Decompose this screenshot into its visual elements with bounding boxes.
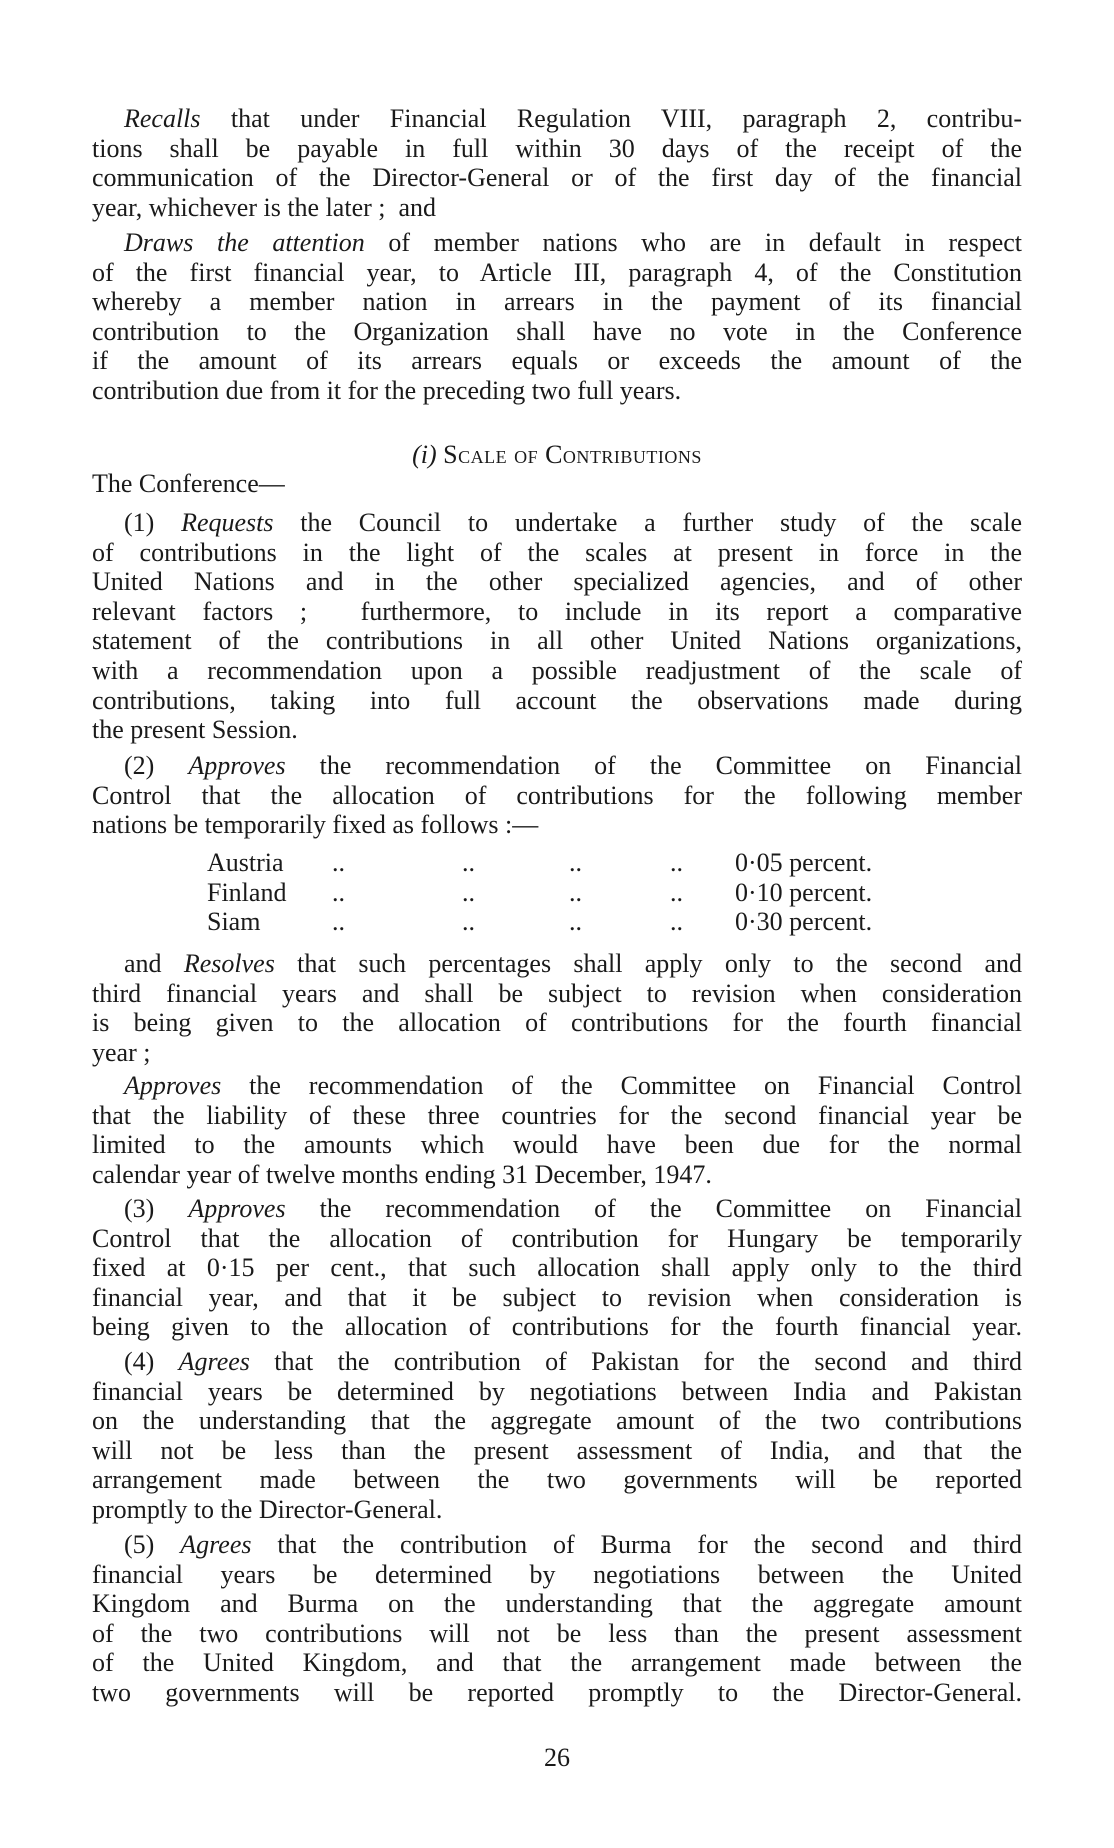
italic-keyword: Approves xyxy=(188,751,286,780)
leader-dots: .. xyxy=(670,907,683,937)
line-text: that the contribution of Pakistan for the second and third xyxy=(249,1347,1022,1376)
line-text: financial years be determined by negotiations between India and Pakistan xyxy=(92,1376,1022,1406)
line-text: of contributions in the light of the scales at present in force in the xyxy=(92,537,1022,567)
paragraph-requests xyxy=(92,508,1022,745)
country-name: Austria xyxy=(207,848,284,877)
text-line xyxy=(92,376,1022,406)
line-text: nations be temporarily fixed as follows :— xyxy=(92,810,539,840)
text-line xyxy=(92,751,1022,781)
line-text: statement of the contributions in all other United Nations organizations, xyxy=(92,626,1022,656)
line-text: of the first financial year, to Article III, paragraph 4, of the Constitution xyxy=(92,257,1022,287)
text-line xyxy=(92,1071,1022,1101)
text-line xyxy=(92,1465,1022,1495)
text-line xyxy=(92,193,1022,223)
text-line xyxy=(92,1406,1022,1436)
allocation-value: 0·30 percent. xyxy=(735,907,873,937)
page-number: 26 xyxy=(544,1743,570,1772)
paragraph-agrees-4 xyxy=(92,1347,1022,1525)
text-line xyxy=(92,1038,1022,1068)
text-line xyxy=(92,1101,1022,1131)
leader-dots: .. xyxy=(569,877,582,907)
conference-intro: The Conference— xyxy=(92,469,285,498)
italic-keyword: Approves xyxy=(124,1071,222,1100)
leader-dots: .. xyxy=(462,848,475,877)
text-line xyxy=(92,1194,1022,1224)
leader-dots: .. xyxy=(569,848,582,877)
paragraph-prefix: (3) xyxy=(124,1194,189,1223)
line-text: that the contribution of Burma for the second and third xyxy=(251,1530,1022,1559)
line-text: year ; xyxy=(92,1037,151,1067)
text-line xyxy=(92,1312,1022,1342)
line-text: if the amount of its arrears equals or exceeds the amount of the xyxy=(92,346,1022,376)
text-line xyxy=(92,228,1022,258)
paragraph-resolves xyxy=(92,949,1022,1067)
italic-keyword: Requests xyxy=(181,508,274,537)
line-text: financial years be determined by negotiations between the United xyxy=(92,1559,1022,1589)
line-text: the recommendation of the Committee on Financial xyxy=(285,751,1022,780)
line-text: is being given to the allocation of contributions for the fourth financial xyxy=(92,1008,1022,1038)
country-name: Finland xyxy=(207,877,287,907)
line-text: with a recommendation upon a possible readjustment of the scale of xyxy=(92,655,1022,685)
leader-dots: .. xyxy=(462,907,475,937)
paragraph-approves-2 xyxy=(92,751,1022,840)
italic-keyword: Approves xyxy=(188,1194,286,1223)
line-text: limited to the amounts which would have been due for the normal xyxy=(92,1130,1022,1160)
italic-keyword: Draws the attention xyxy=(124,228,365,257)
text-line xyxy=(92,626,1022,656)
line-text: promptly to the Director-General. xyxy=(92,1494,443,1524)
line-text: third financial years and shall be subject to revision when consideration xyxy=(92,978,1022,1008)
line-text: United Nations and in the other specialized agencies, and of other xyxy=(92,567,1022,597)
text-line xyxy=(92,317,1022,347)
allocation-row xyxy=(92,848,1022,878)
allocation-value: 0·05 percent. xyxy=(735,848,873,877)
text-line xyxy=(92,104,1022,134)
line-text: relevant factors ; furthermore, to include in its report a comparative xyxy=(92,596,1022,626)
line-text: the present Session. xyxy=(92,715,298,745)
paragraph-prefix: (2) xyxy=(124,751,189,780)
text-line xyxy=(92,1619,1022,1649)
text-line xyxy=(92,1253,1022,1283)
line-text: being given to the allocation of contributions for the fourth financial year. xyxy=(92,1312,1022,1342)
line-text: contribution due from it for the preceding two full years. xyxy=(92,375,682,405)
text-line xyxy=(92,1224,1022,1254)
paragraph-prefix: and xyxy=(124,949,184,978)
line-text: the recommendation of the Committee on Financial Control xyxy=(221,1071,1022,1100)
line-text: that the liability of these three countries for the second financial year be xyxy=(92,1100,1022,1130)
leader-dots: .. xyxy=(670,877,683,907)
text-line xyxy=(92,1589,1022,1619)
text-line xyxy=(92,258,1022,288)
paragraph-approves-3 xyxy=(92,1194,1022,1342)
text-line xyxy=(92,134,1022,164)
text-line xyxy=(92,715,1022,745)
italic-keyword: Recalls xyxy=(124,104,201,133)
line-text: the recommendation of the Committee on Financial xyxy=(285,1194,1022,1223)
text-line xyxy=(92,1008,1022,1038)
line-text: fixed at 0·15 per cent., that such allocation shall apply only to the third xyxy=(92,1253,1022,1283)
country-name: Siam xyxy=(207,907,261,937)
text-line xyxy=(92,1530,1022,1560)
text-line xyxy=(92,346,1022,376)
text-line xyxy=(92,1347,1022,1377)
text-line xyxy=(92,1283,1022,1313)
text-line xyxy=(92,949,1022,979)
line-text: Control that the allocation of contribution for Hungary be temporarily xyxy=(92,1223,1022,1253)
line-text: the Council to undertake a further study of the scale xyxy=(273,508,1022,537)
line-text: tions shall be payable in full within 30 days of the receipt of the xyxy=(92,133,1022,163)
text-line xyxy=(92,567,1022,597)
line-text: that such percentages shall apply only to the second and xyxy=(274,949,1022,978)
text-line xyxy=(92,538,1022,568)
text-line xyxy=(92,781,1022,811)
paragraph-recalls xyxy=(92,104,1022,222)
line-text: year, whichever is the later ; and xyxy=(92,192,437,222)
text-line xyxy=(92,1560,1022,1590)
paragraph-prefix: (4) xyxy=(124,1347,179,1376)
text-line xyxy=(92,1495,1022,1525)
text-line xyxy=(92,810,1022,840)
line-text: Kingdom and Burma on the understanding that the aggregate amount xyxy=(92,1589,1022,1619)
line-text: of the two contributions will not be less than the present assessment xyxy=(92,1618,1022,1648)
text-line xyxy=(92,656,1022,686)
line-text: financial year, and that it be subject to revision when consideration is xyxy=(92,1282,1022,1312)
allocation-table xyxy=(92,848,1022,938)
section-title: Scale of Contributions xyxy=(443,440,702,469)
paragraph-draws xyxy=(92,228,1022,406)
leader-dots: .. xyxy=(332,848,345,877)
text-line xyxy=(92,1678,1022,1708)
section-numeral: (i) xyxy=(412,440,437,469)
line-text: whereby a member nation in arrears in the payment of its financial xyxy=(92,287,1022,317)
allocation-value: 0·10 percent. xyxy=(735,877,873,907)
leader-dots: .. xyxy=(569,907,582,937)
paragraph-approves-liability xyxy=(92,1071,1022,1189)
text-line xyxy=(92,287,1022,317)
line-text: communication of the Director-General or of the first day of the financial xyxy=(92,163,1022,193)
line-text: contribution to the Organization shall have no vote in the Conference xyxy=(92,316,1022,346)
line-text: two governments will be reported promptly to the Director-General. xyxy=(92,1677,1022,1707)
italic-keyword: Agrees xyxy=(178,1347,250,1376)
line-text: arrangement made between the two governments will be reported xyxy=(92,1465,1022,1495)
text-line xyxy=(92,508,1022,538)
italic-keyword: Agrees xyxy=(180,1530,252,1559)
text-line xyxy=(92,163,1022,193)
line-text: of the United Kingdom, and that the arrangement made between the xyxy=(92,1648,1022,1678)
text-line xyxy=(92,1648,1022,1678)
section-heading xyxy=(0,440,1114,470)
line-text: that under Financial Regulation VIII, paragraph 2, contribu- xyxy=(200,104,1022,133)
line-text: contributions, taking into full account the observations made during xyxy=(92,685,1022,715)
line-text: Control that the allocation of contributions for the following member xyxy=(92,780,1022,810)
leader-dots: .. xyxy=(462,877,475,907)
text-line xyxy=(92,597,1022,627)
text-line xyxy=(92,1377,1022,1407)
text-line xyxy=(92,1160,1022,1190)
line-text: calendar year of twelve months ending 31 December, 1947. xyxy=(92,1159,712,1189)
line-text: will not be less than the present assessment of India, and that the xyxy=(92,1435,1022,1465)
text-line xyxy=(92,1436,1022,1466)
line-text: of member nations who are in default in respect xyxy=(364,228,1022,257)
allocation-row xyxy=(92,878,1022,908)
leader-dots: .. xyxy=(332,877,345,907)
text-line xyxy=(92,979,1022,1009)
leader-dots: .. xyxy=(332,907,345,937)
text-line xyxy=(92,1130,1022,1160)
paragraph-prefix: (1) xyxy=(124,508,182,537)
line-text: on the understanding that the aggregate amount of the two contributions xyxy=(92,1406,1022,1436)
leader-dots: .. xyxy=(670,848,683,877)
text-line xyxy=(92,686,1022,716)
paragraph-prefix: (5) xyxy=(124,1530,181,1559)
allocation-row xyxy=(92,907,1022,937)
paragraph-agrees-5 xyxy=(92,1530,1022,1708)
italic-keyword: Resolves xyxy=(183,949,275,978)
